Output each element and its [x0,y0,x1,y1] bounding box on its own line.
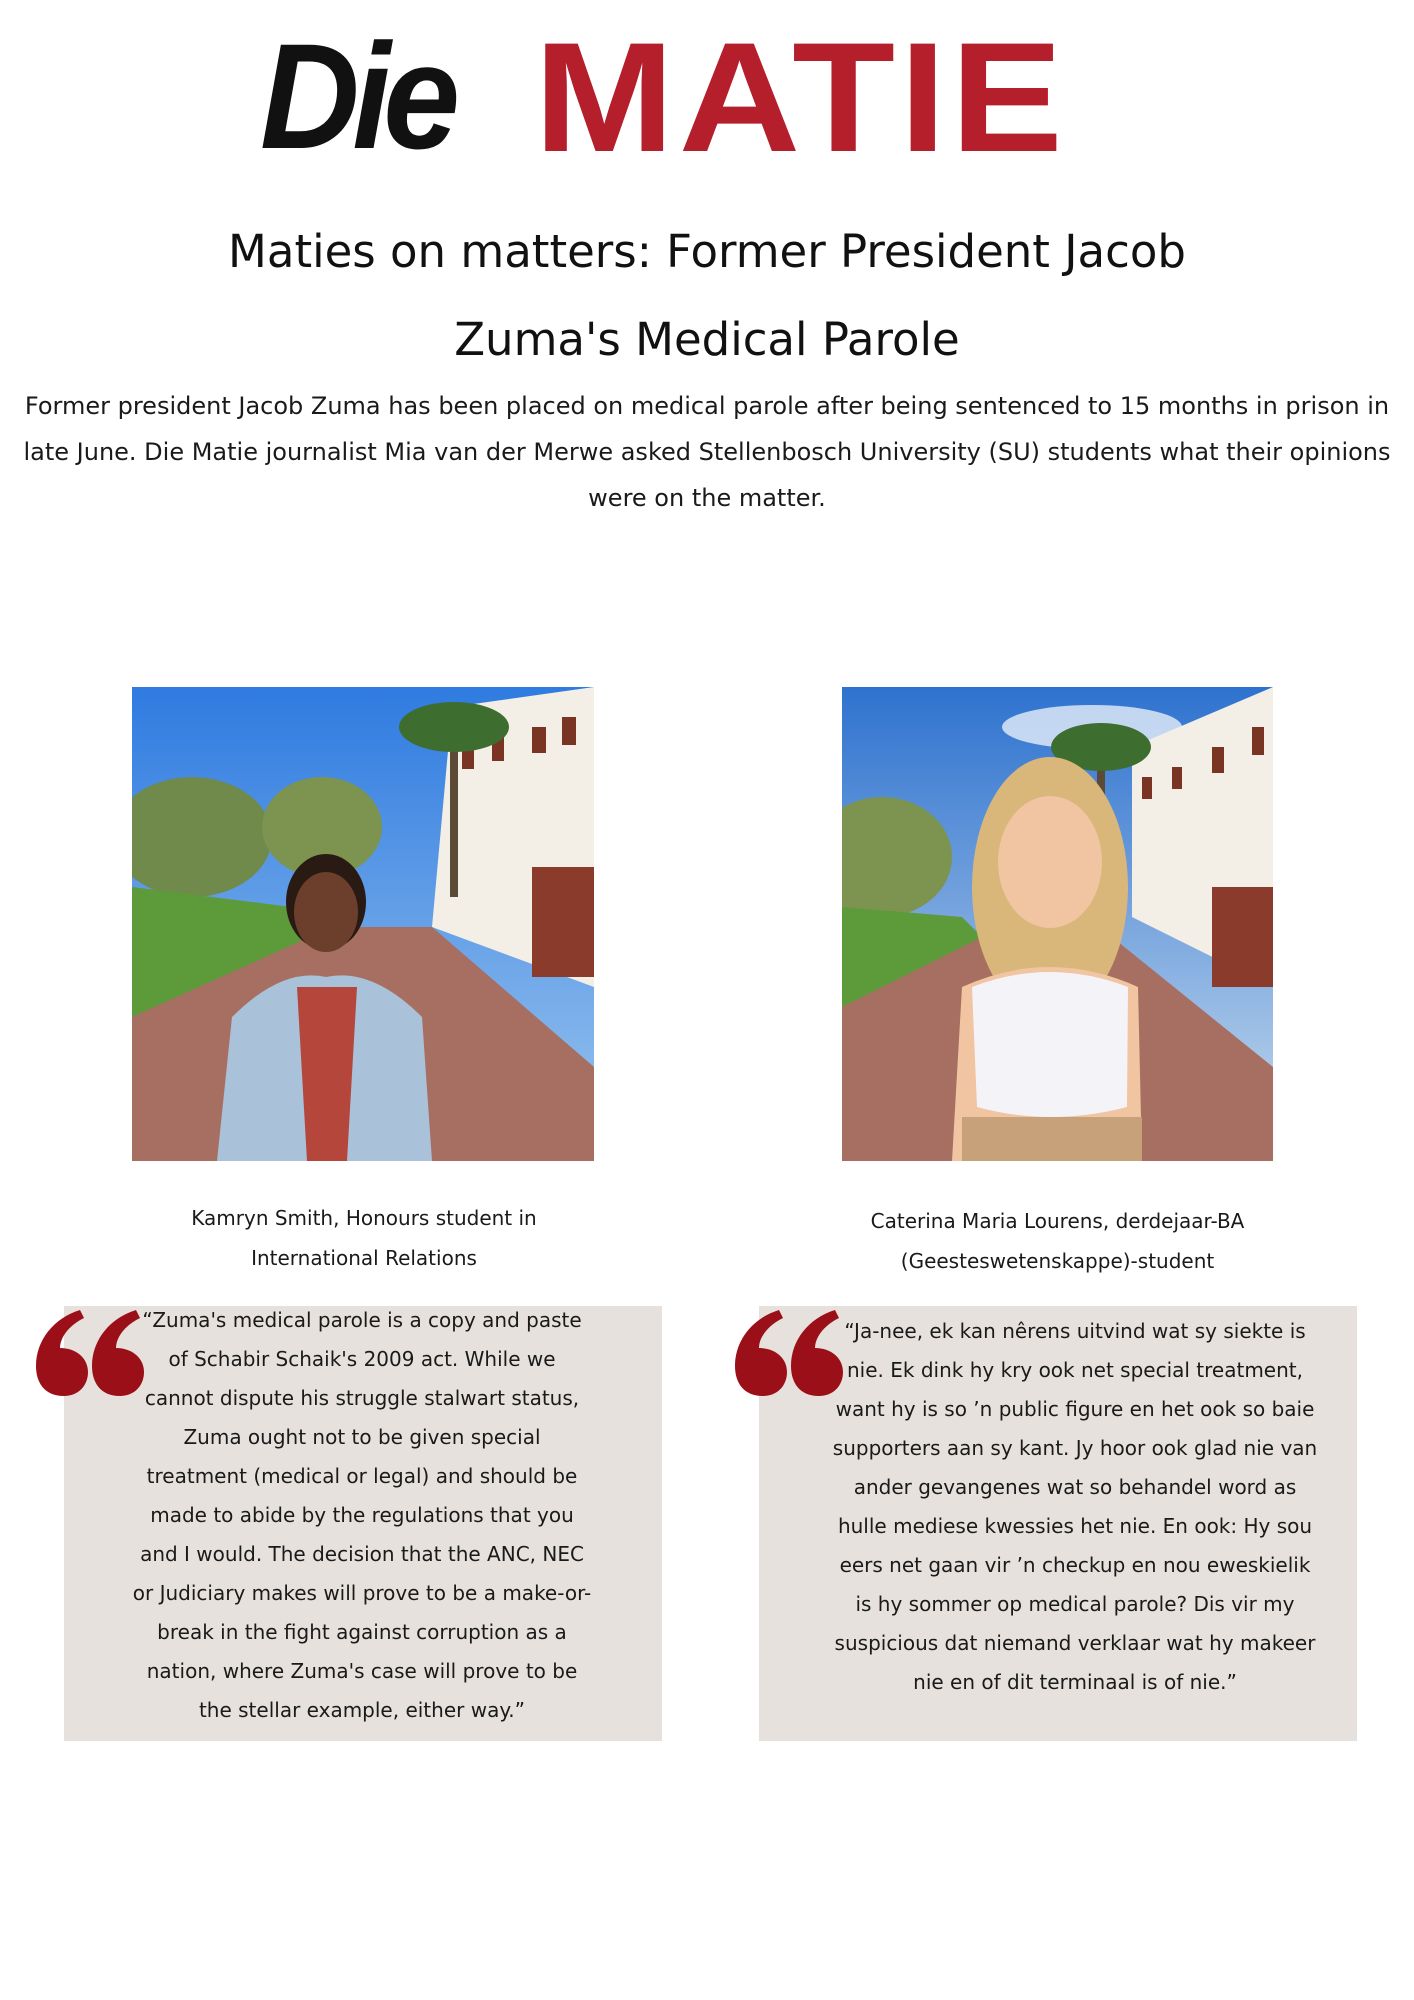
student-photo-kamryn [132,687,594,1161]
article-headline: Maties on matters: Former President Jacob Zuma's Medical Parole [228,225,1186,366]
quote-text-caterina: “Ja-nee, ek kan nêrens uitvind wat sy siekte is nie. Ek dink hy kry ook net special treatment, want hy is so ’n public figure en het ook so baie supporters aan sy kant. Jy hoor ook glad nie van ander gevangenes wat so behandel word as hulle mediese kwessies het nie. En ook: Hy sou eers net gaan vir ’n checkup en nou eweskielik is hy sommer op medical parole? Dis vir my suspicious dat niemand verklaar wat hy makeer nie en of dit terminaal is of nie.” [832,1319,1318,1694]
quote-mark-icon [735,1306,845,1396]
quote-text-kamryn: “Zuma's medical parole is a copy and paste of Schabir Schaik's 2009 act. While we cannot dispute his struggle stalwart status, Zuma ought not to be given special treatment (medical or legal) and should be made to abide by the regulations that you and I would. The decision that the ANC, NEC or Judiciary makes will prove to be a make-or-break in the fight against corruption as a nation, where Zuma's case will prove to be the stellar example, either way.” [132,1308,592,1722]
student-photo-caterina [842,687,1273,1161]
logo-die-text: Die [260,12,453,180]
masthead-logo [260,11,1130,185]
article-intro: Former president Jacob Zuma has been placed on medical parole after being sentenced to 15 months in prison in late June. Die Matie journalist Mia van der Merwe asked Stellenbosch University (SU) students what their opinions were on the matter. [23,392,1391,512]
logo-matie-text: MATIE [534,11,1068,185]
caption-caterina: Caterina Maria Lourens, derdejaar-BA (Geesteswetenskappe)-student [870,1209,1245,1273]
caption-kamryn: Kamryn Smith, Honours student in International Relations [191,1206,537,1270]
quote-mark-icon [36,1306,146,1396]
